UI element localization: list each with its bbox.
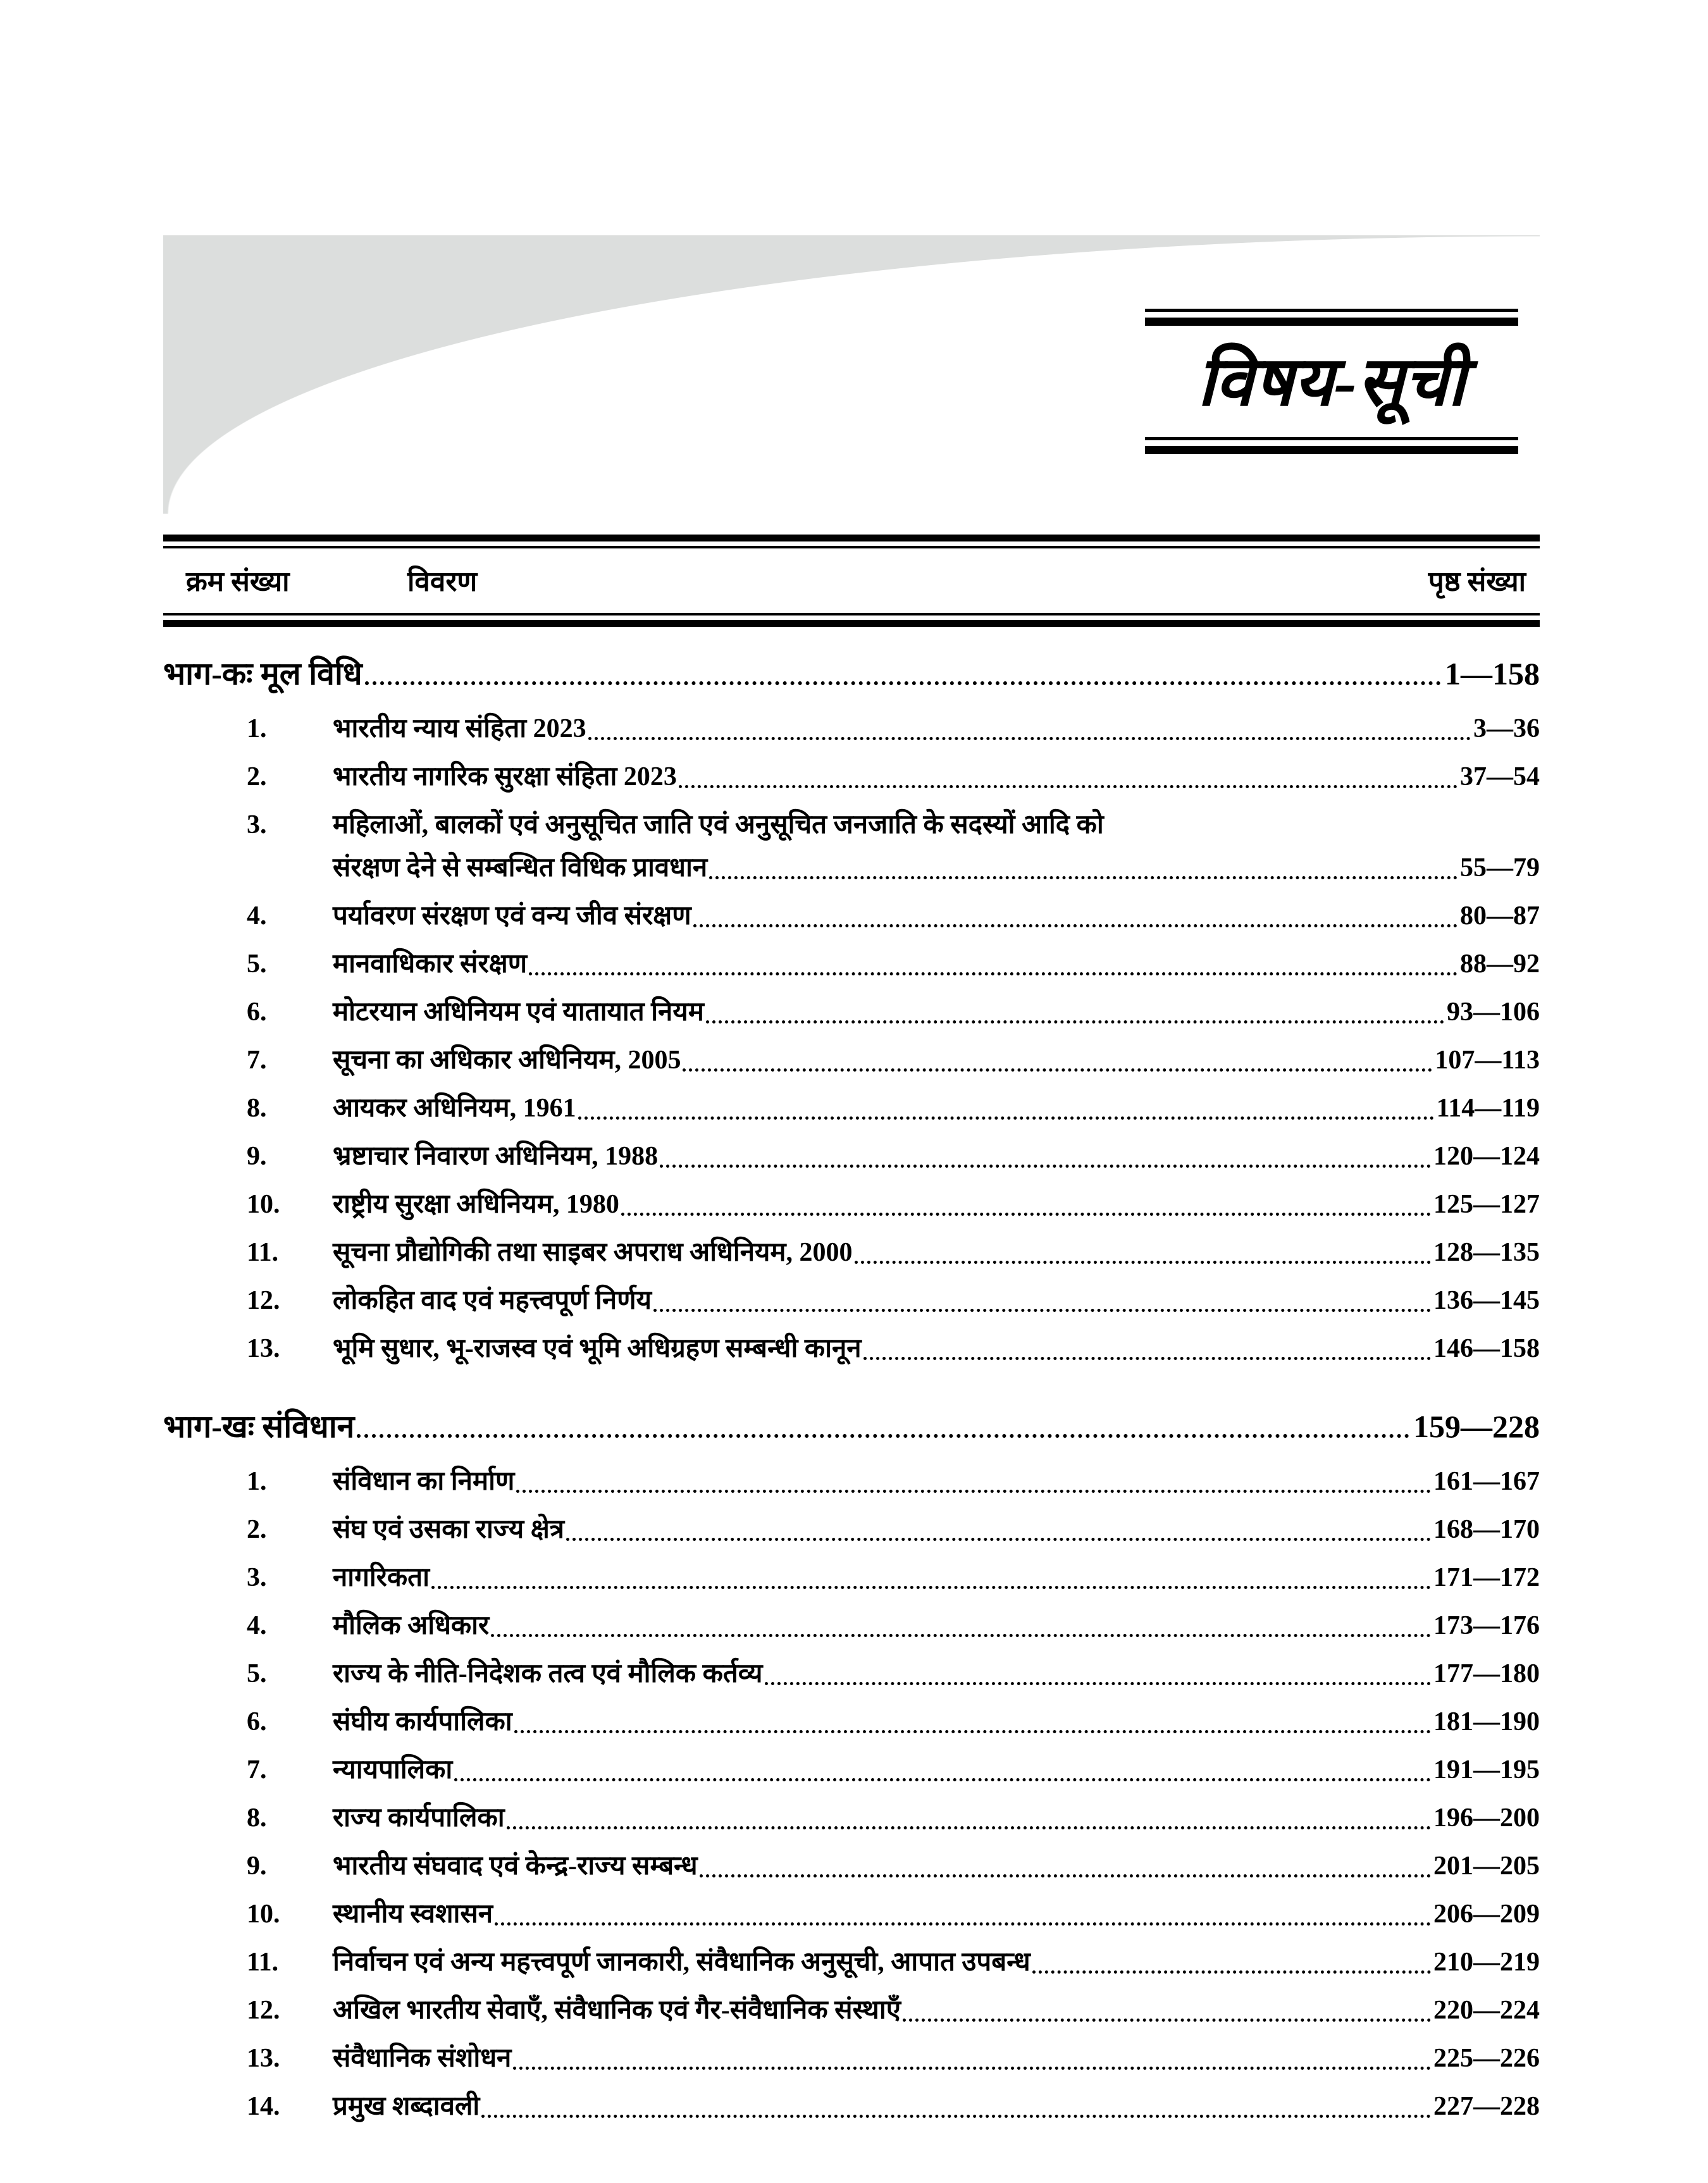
toc-entry-row[interactable] xyxy=(163,1943,1540,1982)
toc-entry-row[interactable] xyxy=(163,1558,1540,1597)
entry-page-range: 88—92 xyxy=(1460,949,1540,979)
entry-title: मानवाधिकार संरक्षण xyxy=(333,949,528,979)
dot-leader xyxy=(578,1116,1434,1120)
entry-page-range: 177—180 xyxy=(1433,1659,1540,1688)
entry-page-range: 227—228 xyxy=(1433,2092,1540,2121)
entry-title: न्यायपालिका xyxy=(333,1755,453,1784)
toc-entry-row[interactable] xyxy=(163,1233,1540,1272)
entry-number: 7. xyxy=(247,1755,267,1784)
entry-title: स्थानीय स्वशासन xyxy=(333,1900,493,1929)
entry-title: सूचना प्रौद्योगिकी तथा साइबर अपराध अधिनियम, 2000 xyxy=(333,1238,853,1267)
entry-page-range: 168—170 xyxy=(1433,1515,1540,1544)
entry-title: मोटरयान अधिनियम एवं यातायात नियम xyxy=(333,998,704,1027)
entry-number: 1. xyxy=(247,1467,267,1496)
entry-title: भूमि सुधार, भू-राजस्व एवं भूमि अधिग्रहण सम्बन्धी कानून xyxy=(333,1334,862,1363)
entry-title: भारतीय नागरिक सुरक्षा संहिता 2023 xyxy=(333,762,677,791)
entry-page-range: 206—209 xyxy=(1433,1900,1540,1929)
entry-number: 4. xyxy=(247,1611,267,1640)
part-page-range: 1—158 xyxy=(1445,656,1540,691)
entry-title: भारतीय न्याय संहिता 2023 xyxy=(333,714,586,743)
toc-entry-row[interactable] xyxy=(163,1654,1540,1693)
toc-entry-row[interactable] xyxy=(163,1798,1540,1838)
page-title: विषय-सूची xyxy=(1197,345,1466,420)
toc-entry-row-continued[interactable] xyxy=(163,848,1540,887)
toc-entry-row[interactable] xyxy=(163,757,1540,796)
entry-page-range: 125—127 xyxy=(1433,1190,1540,1219)
dot-leader xyxy=(863,1357,1431,1360)
part-heading-label: भाग-खः संविधान xyxy=(163,1409,355,1444)
entry-page-range: 93—106 xyxy=(1447,998,1540,1027)
toc-entries-container xyxy=(163,627,1540,2126)
toc-entry-row[interactable] xyxy=(163,1329,1540,1368)
rule-gap xyxy=(1145,312,1518,318)
entry-page-range: 114—119 xyxy=(1436,1094,1540,1123)
dot-leader xyxy=(621,1213,1431,1216)
entry-number: 8. xyxy=(247,1094,267,1123)
rule-thick xyxy=(1145,318,1518,326)
dot-leader xyxy=(1032,1970,1431,1974)
entry-page-range: 210—219 xyxy=(1433,1948,1540,1977)
entry-number: 2. xyxy=(247,1515,267,1544)
entry-page-range: 161—167 xyxy=(1433,1467,1540,1496)
entry-number: 10. xyxy=(247,1190,280,1219)
table-of-contents xyxy=(163,535,1540,2135)
entry-number: 10. xyxy=(247,1900,280,1929)
toc-entry-row[interactable] xyxy=(163,805,1540,844)
entry-page-range: 120—124 xyxy=(1433,1142,1540,1171)
dot-leader xyxy=(529,972,1457,975)
dot-leader xyxy=(765,1682,1431,1685)
dot-leader xyxy=(514,1730,1431,1733)
entry-title: अखिल भारतीय सेवाएँ, संवैधानिक एवं गैर-संवैधानिक संस्थाएँ xyxy=(333,1996,901,2025)
rule-thick xyxy=(163,535,1540,541)
rule-thick xyxy=(163,620,1540,627)
dot-leader xyxy=(566,1538,1431,1541)
toc-entry-row[interactable] xyxy=(163,2039,1540,2078)
toc-header-rule-bottom xyxy=(163,613,1540,627)
toc-entry-row[interactable] xyxy=(163,1137,1540,1176)
dot-leader xyxy=(357,1434,1409,1438)
part-heading-label: भाग-कः मूल विधि xyxy=(163,656,362,691)
entry-number: 12. xyxy=(247,1996,280,2025)
entry-number: 9. xyxy=(247,1852,267,1881)
dot-leader xyxy=(481,2115,1431,2118)
toc-entry-row[interactable] xyxy=(163,1462,1540,1501)
toc-entry-row[interactable] xyxy=(163,1846,1540,1886)
section-spacer xyxy=(163,1377,1540,1399)
entry-number: 11. xyxy=(247,1948,279,1977)
entry-number: 6. xyxy=(247,1707,267,1736)
entry-title-line2: संरक्षण देने से सम्बन्धित विधिक प्रावधान xyxy=(333,853,708,882)
entry-number: 11. xyxy=(247,1238,279,1267)
entry-page-range: 107—113 xyxy=(1435,1046,1540,1075)
dot-leader xyxy=(513,2067,1431,2070)
entry-number: 9. xyxy=(247,1142,267,1171)
toc-entry-row[interactable] xyxy=(163,1702,1540,1741)
toc-entry-row[interactable] xyxy=(163,1185,1540,1224)
toc-entry-row[interactable] xyxy=(163,896,1540,936)
entry-number: 13. xyxy=(247,2044,280,2073)
title-rule-top xyxy=(1145,309,1518,326)
entry-number: 6. xyxy=(247,998,267,1027)
toc-entry-row[interactable] xyxy=(163,1089,1540,1128)
entry-page-range: 196—200 xyxy=(1433,1803,1540,1833)
entry-number: 7. xyxy=(247,1046,267,1075)
entry-number: 14. xyxy=(247,2092,280,2121)
part-page-range: 159—228 xyxy=(1413,1409,1540,1444)
entry-page-range: 136—145 xyxy=(1433,1286,1540,1315)
entry-number: 5. xyxy=(247,1659,267,1688)
toc-entry-row[interactable] xyxy=(163,1606,1540,1645)
entry-page-range: 146—158 xyxy=(1433,1334,1540,1363)
entry-title: संघ एवं उसका राज्य क्षेत्र xyxy=(333,1515,565,1544)
entry-title: लोकहित वाद एवं महत्त्वपूर्ण निर्णय xyxy=(333,1286,652,1315)
entry-number: 3. xyxy=(247,1563,267,1592)
dot-leader xyxy=(365,681,1441,685)
rule-thin xyxy=(163,613,1540,615)
dot-leader xyxy=(491,1634,1431,1637)
entry-page-range: 173—176 xyxy=(1433,1611,1540,1640)
entry-page-range: 181—190 xyxy=(1433,1707,1540,1736)
dot-leader xyxy=(700,1874,1431,1877)
entry-title: सूचना का अधिकार अधिनियम, 2005 xyxy=(333,1046,681,1075)
column-header-page-number: पृष्ठ संख्या xyxy=(1428,566,1526,597)
entry-title: निर्वाचन एवं अन्य महत्त्वपूर्ण जानकारी, संवैधानिक अनुसूची, आपात उपबन्ध xyxy=(333,1948,1030,1977)
entry-number: 13. xyxy=(247,1334,280,1363)
toc-entry-row[interactable] xyxy=(163,709,1540,748)
dot-leader xyxy=(516,1490,1431,1493)
toc-entry-row[interactable] xyxy=(163,1895,1540,1934)
entry-title: राज्य के नीति-निदेशक तत्व एवं मौलिक कर्तव्य xyxy=(333,1659,763,1688)
entry-page-range: 37—54 xyxy=(1460,762,1540,791)
entry-title: मौलिक अधिकार xyxy=(333,1611,490,1640)
dot-leader xyxy=(903,2019,1431,2022)
rule-thick xyxy=(1145,446,1518,454)
dot-leader xyxy=(679,785,1457,788)
toc-entry-row[interactable] xyxy=(163,993,1540,1032)
dot-leader xyxy=(507,1826,1431,1829)
dot-leader xyxy=(693,924,1457,927)
dot-leader xyxy=(683,1068,1432,1072)
entry-number: 5. xyxy=(247,949,267,979)
toc-entry-row[interactable] xyxy=(163,1510,1540,1549)
toc-entry-row[interactable] xyxy=(163,1750,1540,1790)
entry-number: 12. xyxy=(247,1286,280,1315)
entry-title: संघीय कार्यपालिका xyxy=(333,1707,512,1736)
entry-title: संविधान का निर्माण xyxy=(333,1467,515,1496)
dot-leader xyxy=(495,1922,1431,1926)
entry-title: संवैधानिक संशोधन xyxy=(333,2044,512,2073)
entry-page-range: 201—205 xyxy=(1433,1852,1540,1881)
entry-number: 3. xyxy=(247,810,267,839)
dot-leader xyxy=(588,737,1471,740)
entry-page-range: 220—224 xyxy=(1433,1996,1540,2025)
toc-entry-row[interactable] xyxy=(163,944,1540,984)
entry-title: राष्ट्रीय सुरक्षा अधिनियम, 1980 xyxy=(333,1190,619,1219)
page-title-box xyxy=(1123,309,1540,454)
entry-page-range: 80—87 xyxy=(1460,901,1540,931)
part-heading-row xyxy=(163,1405,1540,1448)
entry-title: महिलाओं, बालकों एवं अनुसूचित जाति एवं अनुसूचित जनजाति के सदस्यों आदि को xyxy=(333,810,1104,839)
toc-column-headers xyxy=(163,548,1540,613)
entry-title: आयकर अधिनियम, 1961 xyxy=(333,1094,576,1123)
column-header-description: विवरण xyxy=(407,566,478,597)
entry-title: प्रमुख शब्दावली xyxy=(333,2092,480,2121)
entry-number: 4. xyxy=(247,901,267,931)
entry-page-range: 3—36 xyxy=(1473,714,1540,743)
dot-leader xyxy=(454,1778,1431,1781)
entry-title: राज्य कार्यपालिका xyxy=(333,1803,505,1833)
entry-number: 2. xyxy=(247,762,267,791)
toc-entry-row[interactable] xyxy=(163,1991,1540,2030)
entry-number: 1. xyxy=(247,714,267,743)
toc-entry-row[interactable] xyxy=(163,1281,1540,1320)
title-rule-bottom xyxy=(1145,437,1518,454)
entry-title: भ्रष्टाचार निवारण अधिनियम, 1988 xyxy=(333,1142,659,1171)
entry-page-range: 171—172 xyxy=(1433,1563,1540,1592)
rule-gap xyxy=(1145,440,1518,446)
entry-title: भारतीय संघवाद एवं केन्द्र-राज्य सम्बन्ध xyxy=(333,1852,698,1881)
header-decoration xyxy=(163,235,1540,514)
entry-page-range: 225—226 xyxy=(1433,2044,1540,2073)
toc-header-rule-top xyxy=(163,535,1540,548)
entry-number: 8. xyxy=(247,1803,267,1833)
dot-leader xyxy=(431,1586,1431,1589)
toc-entry-row[interactable] xyxy=(163,2087,1540,2126)
entry-page-range: 128—135 xyxy=(1433,1238,1540,1267)
part-heading-row xyxy=(163,652,1540,695)
entry-page-range: 55—79 xyxy=(1460,853,1540,882)
dot-leader xyxy=(706,1020,1444,1023)
toc-entry-row[interactable] xyxy=(163,1041,1540,1080)
entry-title: नागरिकता xyxy=(333,1563,430,1592)
column-header-serial: क्रम संख्या xyxy=(186,566,290,597)
entry-title: पर्यावरण संरक्षण एवं वन्य जीव संरक्षण xyxy=(333,901,691,931)
dot-leader xyxy=(855,1261,1431,1264)
dot-leader xyxy=(660,1165,1431,1168)
entry-page-range: 191—195 xyxy=(1433,1755,1540,1784)
dot-leader xyxy=(709,876,1457,879)
dot-leader xyxy=(653,1309,1431,1312)
